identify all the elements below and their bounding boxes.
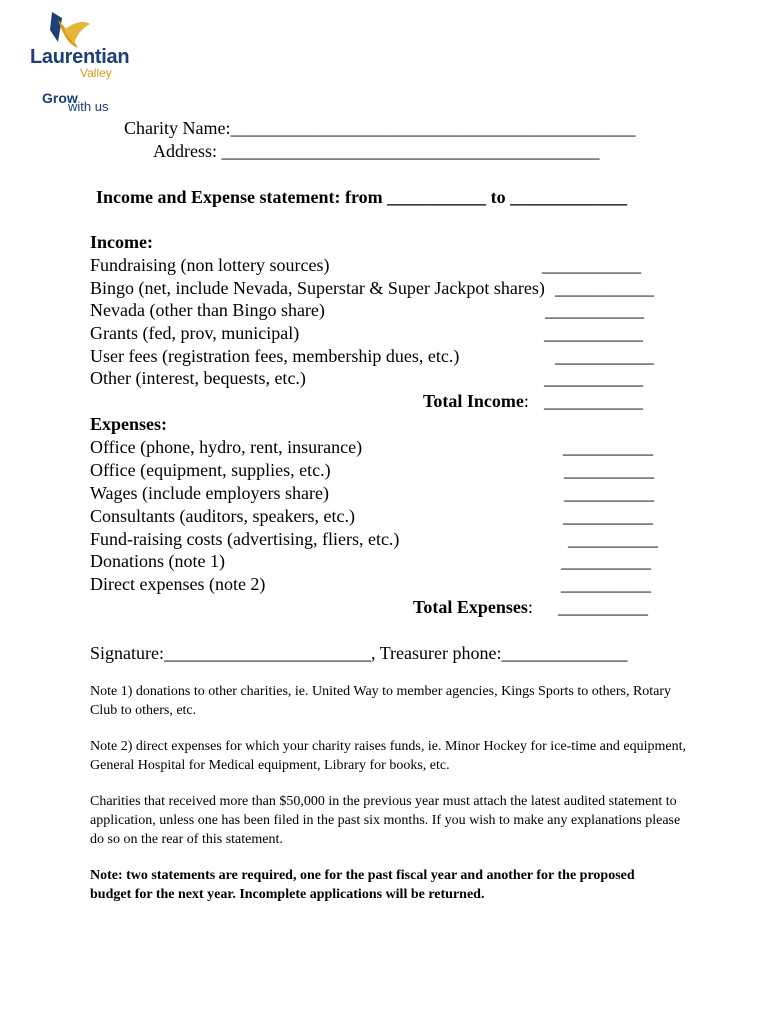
expense-item-label: Donations (note 1) bbox=[90, 551, 225, 571]
charity-name-field: Charity Name:_____________________________________________ bbox=[124, 118, 636, 138]
statement-title: Income and Expense statement: from ___________ to _____________ bbox=[96, 187, 628, 207]
total-expenses-row bbox=[413, 597, 533, 618]
expense-item-blank: __________ bbox=[561, 551, 651, 571]
income-item-label: Other (interest, bequests, etc.) bbox=[90, 368, 306, 388]
expense-item-label: Fund-raising costs (advertising, fliers, etc.) bbox=[90, 529, 400, 549]
income-heading: Income: bbox=[90, 232, 153, 252]
logo-subword: Valley bbox=[80, 66, 112, 80]
total-income-blank: ___________ bbox=[544, 391, 643, 411]
total-income-colon: : bbox=[523, 391, 529, 411]
income-item-label: Grants (fed, prov, municipal) bbox=[90, 323, 300, 343]
income-item-label: Fundraising (non lottery sources) bbox=[90, 255, 330, 275]
expense-item-label: Direct expenses (note 2) bbox=[90, 574, 266, 594]
expense-item-blank: __________ bbox=[568, 529, 658, 549]
expense-item-blank: __________ bbox=[563, 506, 653, 526]
income-item-blank: ___________ bbox=[555, 278, 654, 298]
required-note: Note: two statements are required, one for the past fiscal year and another for the proposed budget for the next year. Incomplete applications will be returned. bbox=[90, 868, 635, 902]
expense-item-label: Office (equipment, supplies, etc.) bbox=[90, 460, 331, 480]
expense-item-blank: __________ bbox=[561, 574, 651, 594]
income-item-blank: ___________ bbox=[544, 368, 643, 388]
expense-item-blank: __________ bbox=[563, 437, 653, 457]
audit-note: Charities that received more than $50,000 in the previous year must attach the latest audited statement to application, unless one has been filed in the past six months. If you wish to make any explanations please do so on the rear of this statement. bbox=[90, 794, 681, 847]
income-item-label: User fees (registration fees, membership dues, etc.) bbox=[90, 346, 460, 366]
expense-item-blank: __________ bbox=[564, 460, 654, 480]
expense-item-blank: __________ bbox=[564, 483, 654, 503]
total-expenses-blank: __________ bbox=[558, 597, 648, 617]
signature-line: Signature:_______________________, Treasurer phone:______________ bbox=[90, 643, 628, 663]
address-field: Address: __________________________________________ bbox=[153, 141, 600, 161]
income-item-blank: ___________ bbox=[555, 346, 654, 366]
total-income-row bbox=[423, 391, 529, 412]
logo-tagline-grow: Grow bbox=[42, 90, 78, 106]
income-item-label: Bingo (net, include Nevada, Superstar & Super Jackpot shares) bbox=[90, 278, 545, 298]
total-expenses-colon: : bbox=[527, 597, 533, 617]
expense-item-label: Consultants (auditors, speakers, etc.) bbox=[90, 506, 355, 526]
income-item-blank: ___________ bbox=[542, 255, 641, 275]
expenses-heading: Expenses: bbox=[90, 414, 168, 434]
income-item-blank: ___________ bbox=[545, 300, 644, 320]
income-item-blank: ___________ bbox=[544, 323, 643, 343]
total-income-label: Total Income bbox=[423, 391, 524, 411]
expense-item-label: Wages (include employers share) bbox=[90, 483, 329, 503]
logo-tagline-withus: with us bbox=[68, 99, 109, 114]
income-item-label: Nevada (other than Bingo share) bbox=[90, 300, 325, 320]
expense-item-label: Office (phone, hydro, rent, insurance) bbox=[90, 437, 363, 457]
logo-wordmark: Laurentian bbox=[30, 46, 130, 68]
note-2: Note 2) direct expenses for which your charity raises funds, ie. Minor Hockey for ice-time and equipment, General Hospital for Medical equipment, Library for books, etc. bbox=[90, 739, 686, 773]
note-1: Note 1) donations to other charities, ie. United Way to member agencies, Kings Sports to others, Rotary Club to others, etc. bbox=[90, 684, 672, 718]
total-expenses-label: Total Expenses bbox=[413, 597, 528, 617]
